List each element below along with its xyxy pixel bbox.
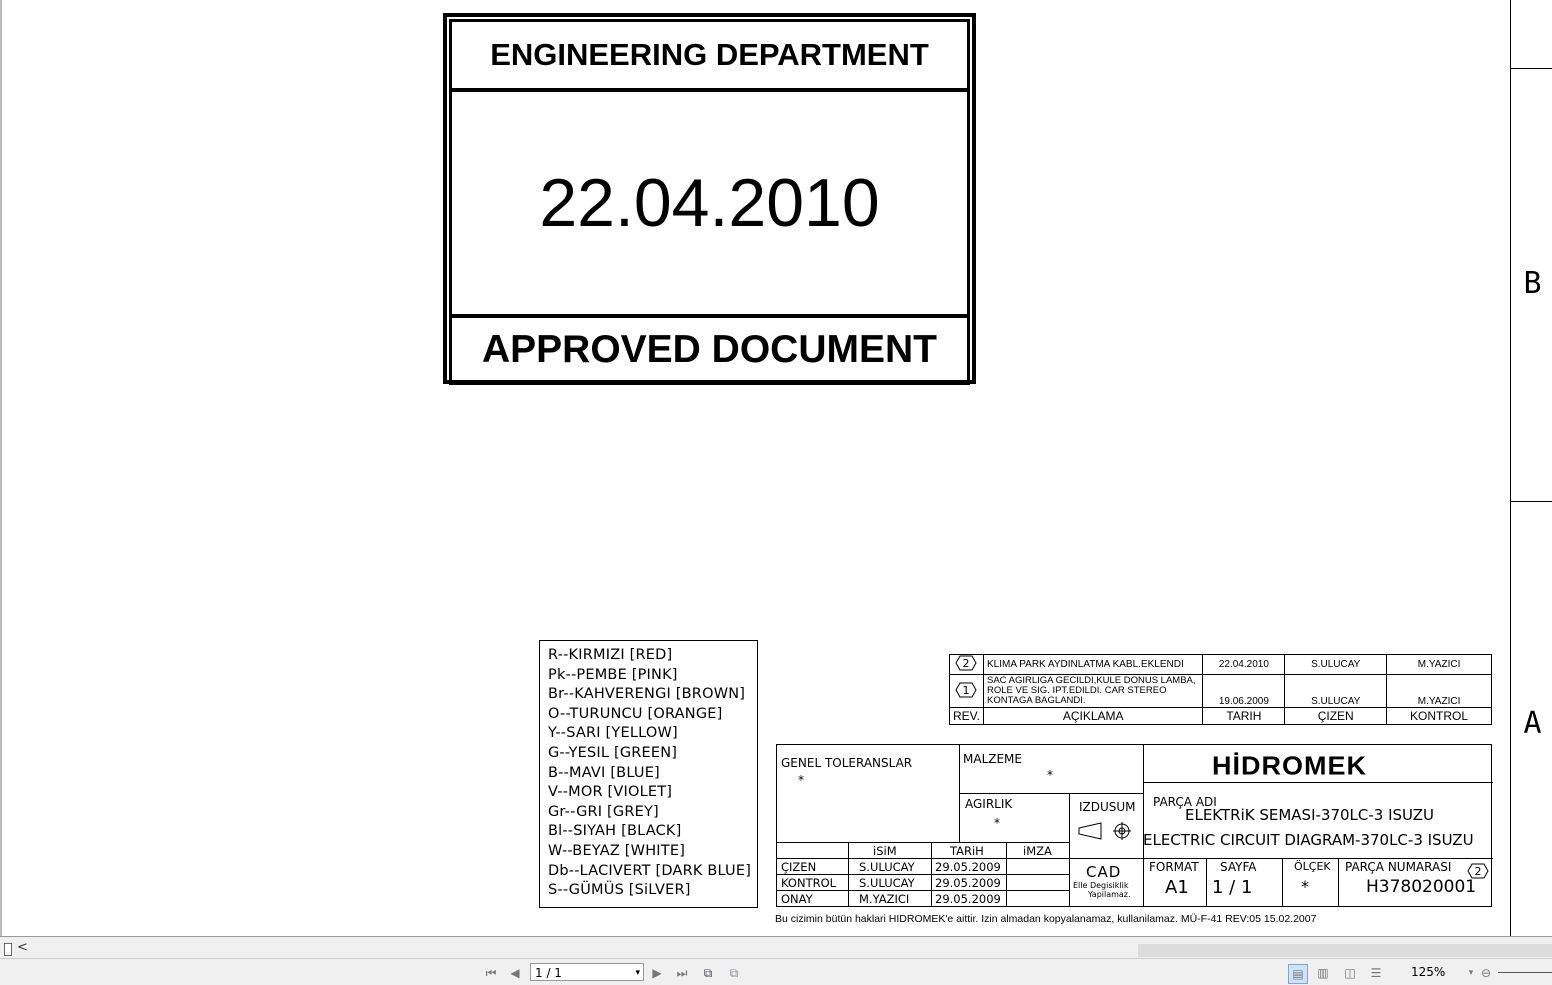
scale-value: * [1301,877,1309,896]
sign-date: 29.05.2009 [935,876,1001,890]
legend-item: W--BEYAZ [WHITE] [548,842,686,859]
stamp-status: APPROVED DOCUMENT [449,315,970,385]
scroll-left-button[interactable]: < [17,940,28,955]
zone-divider [1511,68,1552,69]
sign-name: S.ULUCAY [859,860,915,874]
legend-item: S--GÜMÜS [SiLVER] [548,882,691,899]
sign-name: M.YAZICI [859,892,910,906]
cover-view-icon[interactable]: ☰ [1370,966,1382,980]
part-number-label: PARÇA NUMARASI [1345,860,1452,874]
svg-text:2: 2 [1474,865,1482,878]
header-date: TARIH [1203,708,1285,725]
projection-symbol-icon [1077,821,1137,841]
copyright-note: Bu cizimin bütün haklari HIDROMEK'e aittir. Izin almadan kopyalanamaz, kullanilamaz. MÜ-F-41 REV:05 15.02.2007 [775,913,1317,925]
format-value: A1 [1165,877,1189,898]
hexagon-icon [1467,863,1489,879]
first-page-icon[interactable]: ⏮ [485,965,497,980]
zone-divider [1511,501,1552,502]
header-drawn: ÇIZEN [1285,708,1387,725]
sign-role: KONTROL [781,876,837,890]
revision-description: KLIMA PARK AYDINLATMA KABL.EKLENDI [983,655,1202,675]
legend-item: Y--SARI [YELLOW] [548,725,678,742]
svg-text:1: 1 [962,683,970,697]
zone-border [1510,0,1552,936]
revision-drawn: S.ULUCAY [1285,675,1387,708]
revision-table [949,654,1492,725]
zoom-out-icon[interactable]: ⊖ [1480,966,1492,980]
sign-role: ONAY [781,892,813,906]
legend-item: B--MAVI [BLUE] [548,764,660,781]
table-row [950,655,1492,675]
previous-page-icon[interactable]: ◀ [510,966,520,980]
cad-note: Elle Degisiklik [1073,881,1129,890]
revision-marker [950,655,984,675]
cad-label: CAD [1086,863,1122,881]
revision-description: SAC AGIRLIGA GECILDI,KULE DONUS LAMBA, ROLE VE SIG. IPT.EDILDI. CAR STEREO KONTAGA BAGLANDI. [983,675,1202,708]
revision-date: 19.06.2009 [1203,675,1285,708]
zoom-slider[interactable] [1498,972,1552,973]
material-value: * [1047,768,1053,782]
zone-label-a: A [1523,706,1542,741]
wire-color-legend [539,640,758,908]
projection-label: IZDUSUM [1079,800,1136,814]
page-thumb-icon [4,943,12,956]
sign-date: 29.05.2009 [935,860,1001,874]
facing-view-icon[interactable]: ◫ [1344,966,1356,980]
sign-date: 29.05.2009 [935,892,1001,906]
legend-item: G--YESIL [GREEN] [548,744,678,761]
general-tolerances-value: * [798,773,804,787]
approval-stamp [443,13,976,384]
page-indicator: 1 / 1 [535,966,562,980]
single-page-view-icon[interactable]: ▤ [1288,964,1308,984]
scale-label: ÖLÇEK [1294,860,1331,873]
table-row [950,675,1492,708]
legend-item: R--KIRMIZI [RED] [548,647,673,663]
chevron-down-icon: ▾ [635,968,640,978]
page-number-input[interactable] [530,963,644,981]
legend-item: Pk--PEMBE [PINK] [548,666,678,683]
sign-name: S.ULUCAY [859,876,915,890]
extract-page-icon[interactable]: ⧉ [729,965,739,980]
cad-note: Yapilamaz. [1088,890,1131,899]
revision-marker [950,675,984,708]
stamp-department: ENGINEERING DEPARTMENT [449,19,970,91]
legend-item: V--MOR [VIOLET] [548,784,673,801]
hexagon-icon [955,655,977,671]
header-rev: REV. [950,708,984,725]
copy-page-icon[interactable]: ⧉ [703,965,713,980]
table-header-row [950,708,1492,725]
sign-role: ÇIZEN [781,860,817,874]
next-page-icon[interactable]: ▶ [652,966,662,980]
sheet-value: 1 / 1 [1212,877,1253,898]
sign-header-name: iSiM [873,844,897,858]
header-checked: KONTROL [1387,708,1492,725]
zoom-level[interactable]: 125% [1411,965,1446,979]
format-label: FORMAT [1149,860,1199,874]
hexagon-icon [955,682,977,698]
title-block [776,744,1492,907]
weight-value: * [994,816,1000,830]
continuous-view-icon[interactable]: ▥ [1317,966,1329,980]
legend-item: Db--LACIVERT [DARK BLUE] [548,862,752,879]
part-name-en: ELECTRIC CIRCUIT DIAGRAM-370LC-3 ISUZU [1143,831,1474,849]
viewer-statusbar [0,958,1552,985]
legend-item: Br--KAHVERENGI [BROWN] [548,686,746,703]
revision-checked: M.YAZICI [1387,675,1492,708]
zone-label-b: B [1523,266,1542,301]
sign-header-signature: iMZA [1023,844,1052,858]
part-number: H378020001 [1366,877,1477,897]
legend-item: O--TURUNCU [ORANGE] [548,705,723,722]
material-label: MALZEME [963,752,1022,766]
header-description: AÇIKLAMA [983,708,1202,725]
legend-item: Bl--SIYAH [BLACK] [548,823,682,840]
revision-date: 22.04.2010 [1203,655,1285,675]
sign-header-date: TARiH [950,844,984,858]
general-tolerances-label: GENEL TOLERANSLAR [781,756,913,770]
brand-logo: HİDROMEK [1212,751,1367,781]
weight-label: AGIRLIK [965,797,1013,811]
last-page-icon[interactable]: ⏭ [676,965,688,980]
revision-drawn: S.ULUCAY [1285,655,1387,675]
horizontal-scrollbar[interactable] [0,936,1552,958]
scrollbar-thumb[interactable] [1138,944,1552,957]
part-name-tr: ELEKTRiK SEMASI-370LC-3 ISUZU [1185,806,1435,824]
revision-checked: M.YAZICI [1387,655,1492,675]
legend-item: Gr--GRI [GREY] [548,803,659,820]
zoom-dropdown-icon[interactable]: ▾ [1468,968,1474,978]
stamp-date: 22.04.2010 [449,89,970,317]
sheet-label: SAYFA [1220,860,1257,874]
part-name-label: PARÇA ADI [1153,795,1217,809]
svg-text:2: 2 [962,657,970,670]
